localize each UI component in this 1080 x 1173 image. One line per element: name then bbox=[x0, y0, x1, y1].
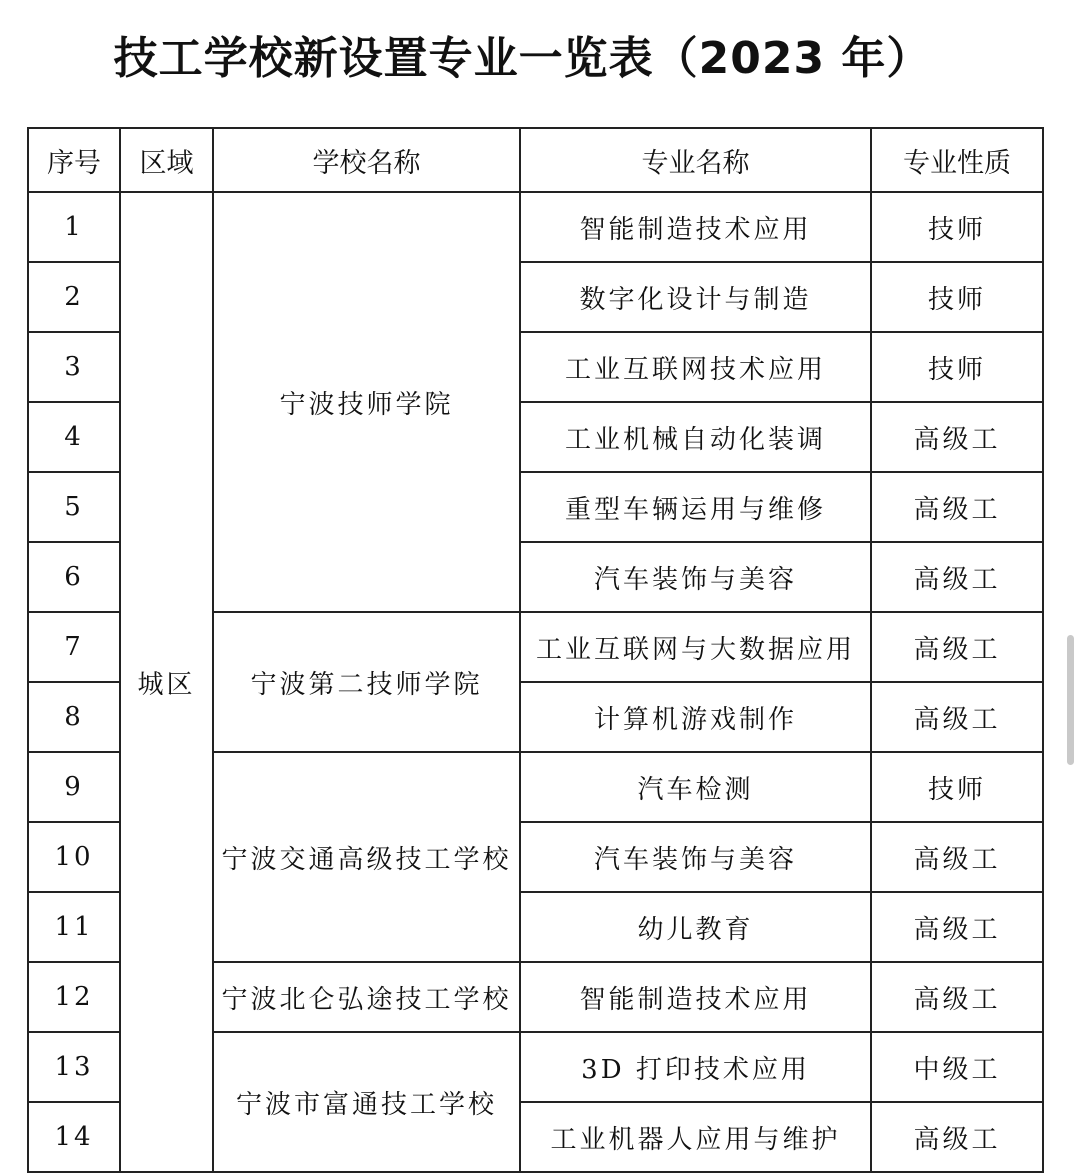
seq-cell: 11 bbox=[28, 892, 120, 962]
major-cell: 智能制造技术应用 bbox=[520, 962, 871, 1032]
school-cell: 宁波交通高级技工学校 bbox=[213, 752, 520, 962]
seq-cell: 2 bbox=[28, 262, 120, 332]
school-cell: 宁波第二技师学院 bbox=[213, 612, 520, 752]
majors-table bbox=[27, 127, 1044, 1173]
seq-cell: 10 bbox=[28, 822, 120, 892]
header-major: 专业名称 bbox=[520, 128, 871, 192]
nature-cell: 高级工 bbox=[871, 822, 1043, 892]
seq-cell: 6 bbox=[28, 542, 120, 612]
school-cell: 宁波北仑弘途技工学校 bbox=[213, 962, 520, 1032]
major-cell: 工业机械自动化装调 bbox=[520, 402, 871, 472]
school-cell: 宁波市富通技工学校 bbox=[213, 1032, 520, 1172]
nature-cell: 技师 bbox=[871, 192, 1043, 262]
seq-cell: 9 bbox=[28, 752, 120, 822]
seq-cell: 1 bbox=[28, 192, 120, 262]
major-cell: 智能制造技术应用 bbox=[520, 192, 871, 262]
major-cell: 幼儿教育 bbox=[520, 892, 871, 962]
major-cell: 汽车装饰与美容 bbox=[520, 542, 871, 612]
nature-cell: 高级工 bbox=[871, 402, 1043, 472]
seq-cell: 12 bbox=[28, 962, 120, 1032]
nature-cell: 高级工 bbox=[871, 1102, 1043, 1172]
major-cell: 数字化设计与制造 bbox=[520, 262, 871, 332]
school-cell: 宁波技师学院 bbox=[213, 192, 520, 612]
page-title: 技工学校新设置专业一览表（2023 年） bbox=[113, 33, 932, 84]
nature-cell: 技师 bbox=[871, 332, 1043, 402]
major-cell: 工业互联网与大数据应用 bbox=[520, 612, 871, 682]
nature-cell: 高级工 bbox=[871, 472, 1043, 542]
major-cell: 3D 打印技术应用 bbox=[520, 1032, 871, 1102]
nature-cell: 高级工 bbox=[871, 612, 1043, 682]
nature-cell: 技师 bbox=[871, 262, 1043, 332]
major-cell: 汽车装饰与美容 bbox=[520, 822, 871, 892]
header-nature: 专业性质 bbox=[871, 128, 1043, 192]
nature-cell: 高级工 bbox=[871, 682, 1043, 752]
nature-cell: 高级工 bbox=[871, 542, 1043, 612]
header-seq: 序号 bbox=[28, 128, 120, 192]
seq-cell: 3 bbox=[28, 332, 120, 402]
table-header-row bbox=[28, 128, 1043, 192]
region-cell: 城区 bbox=[120, 192, 213, 1172]
nature-cell: 技师 bbox=[871, 752, 1043, 822]
vertical-scrollbar[interactable] bbox=[1067, 635, 1074, 765]
seq-cell: 7 bbox=[28, 612, 120, 682]
nature-cell: 中级工 bbox=[871, 1032, 1043, 1102]
seq-cell: 13 bbox=[28, 1032, 120, 1102]
major-cell: 汽车检测 bbox=[520, 752, 871, 822]
seq-cell: 5 bbox=[28, 472, 120, 542]
header-region: 区域 bbox=[120, 128, 213, 192]
major-cell: 工业互联网技术应用 bbox=[520, 332, 871, 402]
seq-cell: 4 bbox=[28, 402, 120, 472]
table-row bbox=[28, 192, 1043, 262]
header-school: 学校名称 bbox=[213, 128, 520, 192]
major-cell: 计算机游戏制作 bbox=[520, 682, 871, 752]
seq-cell: 14 bbox=[28, 1102, 120, 1172]
major-cell: 重型车辆运用与维修 bbox=[520, 472, 871, 542]
seq-cell: 8 bbox=[28, 682, 120, 752]
nature-cell: 高级工 bbox=[871, 892, 1043, 962]
major-cell: 工业机器人应用与维护 bbox=[520, 1102, 871, 1172]
nature-cell: 高级工 bbox=[871, 962, 1043, 1032]
